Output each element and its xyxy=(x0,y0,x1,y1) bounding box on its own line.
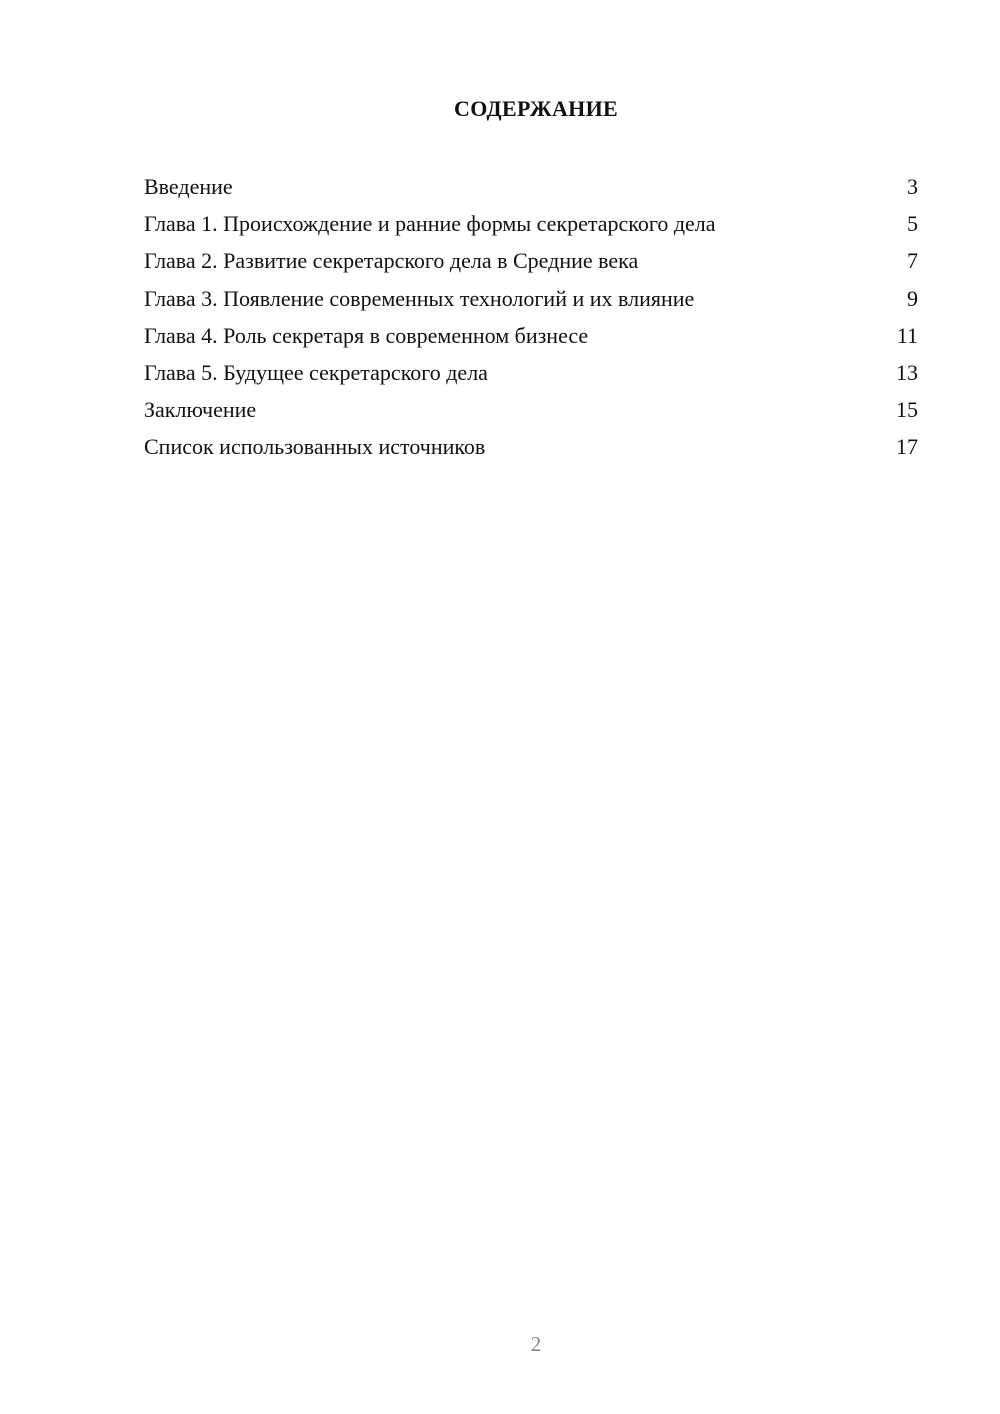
toc-item-chapter-1[interactable] xyxy=(144,205,918,242)
toc-item-references[interactable] xyxy=(144,428,918,465)
toc-item-page: 17 xyxy=(896,434,918,460)
toc-item-chapter-4[interactable] xyxy=(144,317,918,354)
toc-item-label: Глава 1. Происхождение и ранние формы секретарского дела xyxy=(144,211,716,237)
toc-item-conclusion[interactable] xyxy=(144,391,918,428)
page-number: 2 xyxy=(530,1332,542,1356)
toc-item-page: 3 xyxy=(907,174,918,199)
toc-item-page: 5 xyxy=(907,211,918,237)
toc-item-page: 11 xyxy=(896,322,918,348)
toc-item-chapter-2[interactable] xyxy=(144,242,918,279)
table-of-contents xyxy=(144,168,918,466)
toc-item-label: Введение xyxy=(144,174,233,199)
toc-item-introduction[interactable] xyxy=(144,168,918,205)
page-title: СОДЕРЖАНИЕ xyxy=(454,96,618,121)
toc-item-label: Глава 5. Будущее секретарского дела xyxy=(144,359,488,385)
toc-item-page: 13 xyxy=(896,359,918,385)
toc-item-chapter-5[interactable] xyxy=(144,354,918,391)
toc-item-page: 7 xyxy=(907,248,918,274)
toc-item-label: Глава 2. Развитие секретарского дела в Средние века xyxy=(144,248,639,274)
toc-item-label: Заключение xyxy=(144,397,257,423)
toc-item-label: Глава 4. Роль секретаря в современном бизнесе xyxy=(144,322,589,348)
toc-item-label: Список использованных источников xyxy=(144,434,486,460)
toc-item-page: 15 xyxy=(896,397,918,423)
toc-item-page: 9 xyxy=(907,285,918,311)
toc-item-label: Глава 3. Появление современных технологий и их влияние xyxy=(144,285,695,311)
toc-item-chapter-3[interactable] xyxy=(144,280,918,317)
